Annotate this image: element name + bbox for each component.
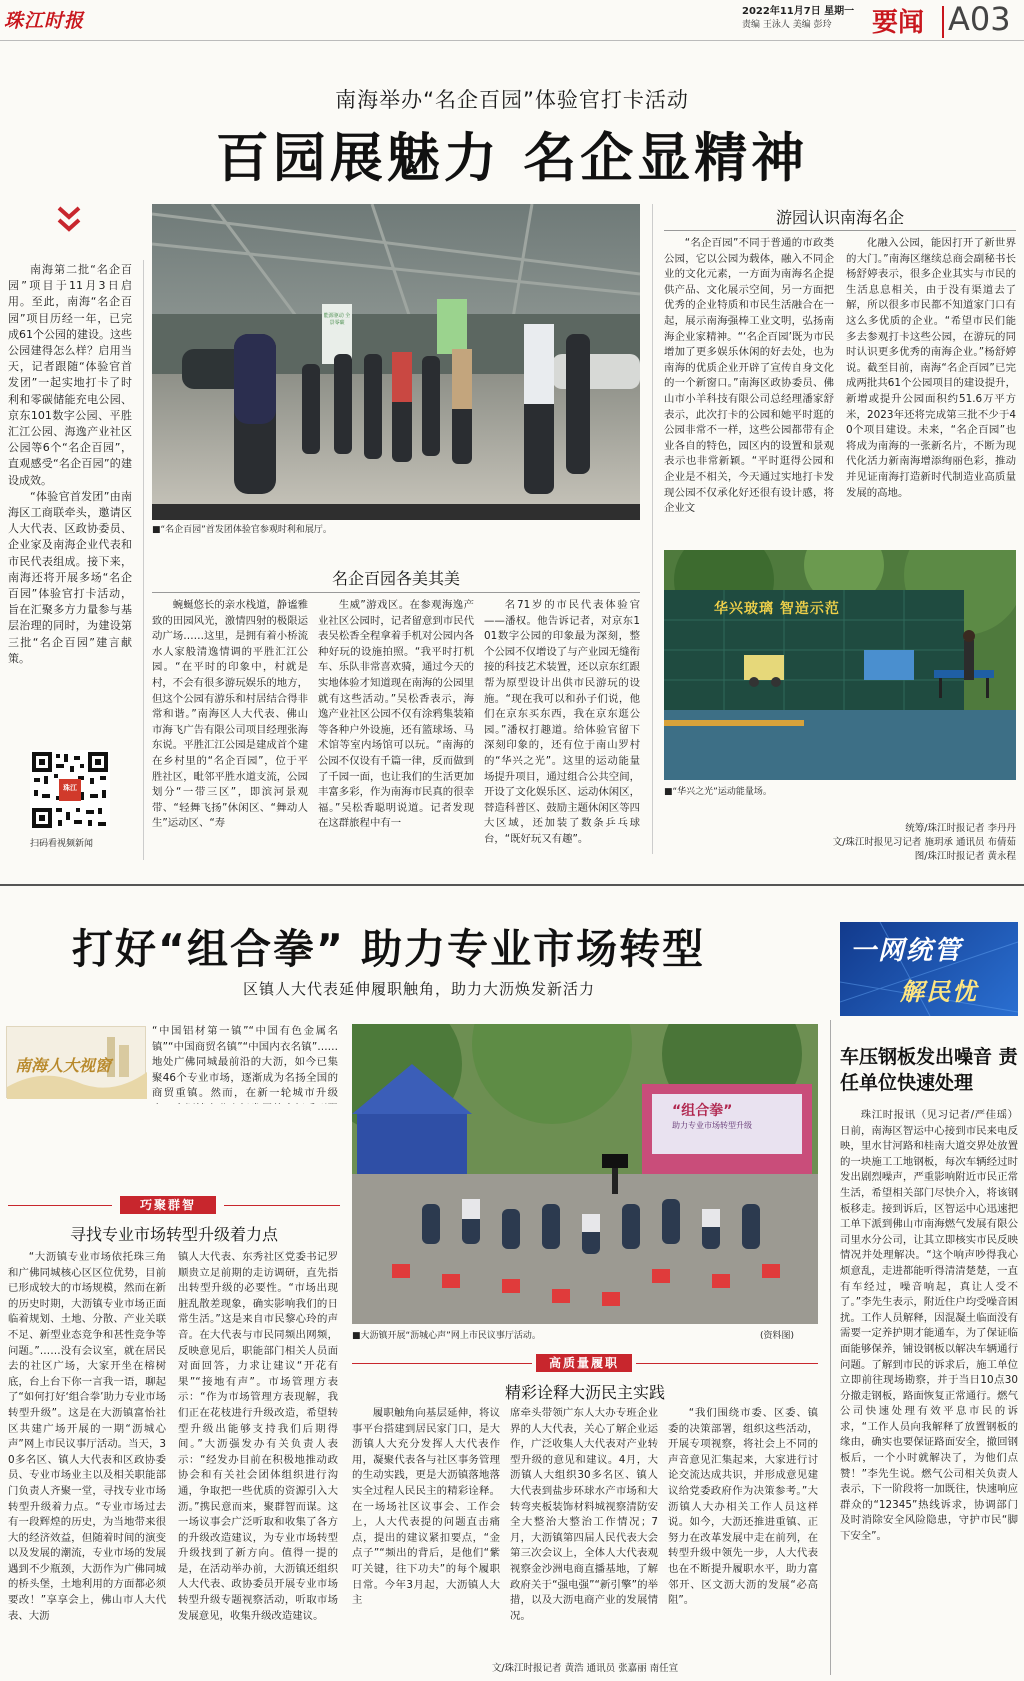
story2-col-b2 bbox=[510, 1406, 658, 1650]
story1-lead bbox=[8, 262, 132, 722]
tag-b: 高质量履职 bbox=[536, 1354, 632, 1372]
story2-col-a2-text: 镇人大代表、东秀社区党委书记罗顺贵立足前期的走访调研，直先指出转型升级的必要性。“市场出现脏乱散差现象，确实影响我们的日常生活。”这是来自市民黎心玲的声音。在大代表与市民同频出网频，反映意见后，职能部门相关人员面对面回答，力求让建议“开花有果”“接地有声”。市场管理方表示：“作为市场管理方表现解，我们正在花枝进行升级改造，希望转型升级出能够支持我们后期得间。”大沥强发办有关负责人表示：“经发办目前在积极地推动政协会和有关社会团体组织进行沟通，争取把一些优质的资源引入大沥。”携民意而来，聚群智而谋。这一场议事会广泛听取和收集了各方的升级改造建议，为专业市场转型升级找到了新方向。值得一提的是，在活动举办前，大沥镇还组织人大代表、政协委员开展专业市场转型升级专题视察活动，听取市场发展意见，收集升级改造建议。 bbox=[178, 1251, 338, 1622]
sports-field-photo-image bbox=[664, 550, 1016, 780]
sidebar-body-text: 珠江时报讯（见习记者/严佳瑶）日前，南海区智运中心接到市民来电反映，里水甘河路和桂南大道交界处放置的一块施工工地钢板，每次车辆经过时发出剧烈噪声，严重影响附近市民正常生活，希望相关部门尽快介入，将该钢板移走。接到诉后，区智运中心迅速把工单下派到佛山市南海燃气发展有限公司里水分公司，让其立即核实市民反映情况并处理解决。“这个响声吵得我心烦意乱，走进都能听得清清楚楚，一直有车经过，噪音响起，真让人受不了。”李先生表示，附近住户均受噪音困扰。工作人员解释，因混凝土临面没有需要一定养护期才能通车，为了保证临面能够保养，铺设钢板以解决车辆通行问题。了解到市民的诉求后，施工单位立即前往现场勘察，并于当日10点30分撤走钢板，路面恢复正常通行。燃气公司快速处理有效平息市民的诉求，“工作人员向我解释了放置钢板的缘由，确实也要保证路面安全，撤回钢板后，一个小时就解决了，为他们点赞！”李先生说。燃气公司相关负责人表示，下一阶段将一加既往，快速响应群众的“12345”热线诉求，协调部门及时消除安全风险隐患，守护市民“脚下安全”。 bbox=[840, 1109, 1018, 1543]
sidebar-divider bbox=[830, 1020, 831, 1675]
story1-col-a2-text: 生威”游戏区。在参观海逸产业社区公园时，记者留意到市民代表吴松香全程拿着手机对公园内各种好玩的设施拍照。“我平时打机车、乐队非常喜欢骑，通过今天的实地体验才知道现在南海的公园里就有这些活动。”吴松香表示，海逸产业社区公园不仅有涂鸦集装箱等各种户外设施，还有篮球场、马术馆等室内场馆可以玩。“南海的公园不仅设有千篇一律，反而做到了千园一面，也让我们的生活更加丰富多彩，作为南海市民真的很幸福。”吴松香聪明说道。记者发现在这群旅程中有一 bbox=[318, 599, 474, 830]
photo3-caption: ■大沥镇开展“沥城心声”网上市民议事厅活动。 bbox=[352, 1331, 541, 1341]
chevron-ornament-icon bbox=[56, 205, 82, 235]
photo3-credit: (资料图) bbox=[760, 1331, 795, 1341]
story2-headline: 打好“组合拳” 助力专业市场转型 bbox=[72, 925, 706, 973]
story1-col-b1-text: “名企百园”不同于普通的市政类公园，它以公园为载体，融入不同企业的文化元素，一方面为南海名企提供产品、文化展示空间，另一方面把优秀的企业特质和市民生活融合在一起，展示南海强棒工业文明，弘扬南海企业家精神。“‘名企百园’既为市民增加了更多娱乐休闲的好去处，也为南海的优质企业开辟了宣传自身文化的一个新窗口。”南海区政协委员、佛山市小羊科技有限公司总经理潘家舒表示，此次打卡的公园和她平时逛的公园非常不一样，这些公园都带有企业各自的特色，园区内的设置和景观表示也非常新颖。“平时逛得公园和企业是不相关，今天通过实地打卡发现公园不仅承化好还很有设计感，将企业文 bbox=[664, 237, 834, 515]
meeting-banner-sub: 助力专业市场转型升级 bbox=[672, 1121, 752, 1130]
story2-col-b3-text: “我们围绕市委、区委、镇委的决策部署，组织这些活动，开展专项视察，将社会上不同的声音意见汇集起来，大家进行讨论交流达成共识，并形成意见建议给党委政府作为决策参考。”大沥镇人大办相关工作人员这样说。如今，大沥还推进重镇、正努力在改革发展中走在前列，在转型升级中领先一步，人大代表也在不断提升履职水平，助力富邻开、区文沥大沥的发展“必高阻”。 bbox=[668, 1407, 818, 1607]
story2-col-a1 bbox=[8, 1250, 166, 1675]
credit-line: 统筹/珠江时报记者 李丹丹 bbox=[905, 823, 1016, 834]
lead-divider bbox=[143, 260, 144, 860]
tag-b-rule-left bbox=[352, 1363, 532, 1364]
sidebar-headline: 车压钢板发出噪音 责任单位快速处理 bbox=[840, 1046, 1018, 1094]
story1-lead-para2: “体验官首发团”由南海区工商联牵头，邀请区人大代表、区政协委员、企业家及南海企业代表和市民代表组成。接下来，南海还将开展多场“名企百园”体验官打卡活动，旨在汇聚多方力量参与基层治理的同时，为建设第三批“名企百园”建言献策。 bbox=[8, 489, 132, 665]
editors-line: 责编 王泳人 美编 彭玲 bbox=[742, 20, 832, 30]
masthead-rule bbox=[0, 40, 1024, 41]
subhead-a-rule bbox=[152, 592, 640, 593]
qr-center-badge: 珠江 bbox=[63, 784, 77, 792]
masthead-divider bbox=[942, 6, 944, 38]
tag-a: 巧聚群智 bbox=[120, 1196, 216, 1214]
story1-lead-para: 南海第二批“名企百园”项目于11月3日启用。至此，南海“名企百园”项目历经一年，已完成61个公园的建设。这些公园建得怎么样？启用当天，记者跟随“体验官首发团”一起实地打卡了时利和零碳储能充电公园、京东101数字公园、平胜汇江公园、海逸产业社区公园等6个“名企百园”，直观感受“名企百园”的建设成效。 bbox=[8, 263, 132, 487]
story1-subhead-b: 游园认识南海名企 bbox=[775, 208, 904, 227]
story1-col-a3-text: 名71岁的市民代表体验官——潘权。他告诉记者，对京东101数字公园的印象最为深刻，整个公园不仅增设了与产业园无缝衔接的科技艺术装置，还以京东红跟帮为原型设计出供市民游玩的设施。“现在我可以和孙子们说，他们在京东买东西，我在京东逛公园。”潘权打趣道。给体验官留下深刻印象的，还有位于南山罗村的“华兴之光”。这里的运动能量场提升项目，通过组合公共空间，开设了文化娱乐区、运动休闲区，替造科普区、鼓励主题休闲区等四大区域，还加装了数条乒乓球台，“既好玩又有趣”。 bbox=[484, 599, 640, 845]
story2-col-b1-text: 履职触角向基层延伸，将议事平台搭建到居民家门口，是大沥镇人大充分发挥人大代表作用，凝聚代表各与社区事务管理的生动实践，更是大沥镇落地落实全过程人民民主的精彩诠释。在一场场社区议事会、工作会上，人大代表提的问题直击痛点，提出的建议紧扣要点，“金点子”“频出的背后，是他们“紫叮关键，往下功夫”的每个履职日常。今年3月起，大沥镇人大主 bbox=[352, 1407, 500, 1607]
story1-col-a1-text: 蜿蜒悠长的亲水栈道，静谧雅致的田园风光，激情四射的极限运动广场……这里，是拥有着小桥流水人家般清逸情调的平胜汇江公园。“在平时的印象中，村就是村，不会有很多游玩娱乐的地方，但这个公园有游乐和村居结合得非常和谐。”南海区人大代表、佛山市海飞广告有限公司项目经理张海东说。平胜汇江公园是建成首个建在乡村里的“名企百园”，位于平胜社区，毗邻平胜水道支流，公园划分“一带三区”，即滨河景观带、“轻舞飞扬”休闲区、“舞动人生”运动区、“寿 bbox=[152, 599, 308, 830]
tag-a-rule-right bbox=[224, 1205, 340, 1206]
story2-subhead-b: 精彩诠释大沥民主实践 bbox=[504, 1383, 665, 1402]
story2-col-a2 bbox=[178, 1250, 338, 1675]
story1-headline: 百园展魅力 名企显精神 bbox=[215, 128, 809, 189]
showroom-sign: 能源驱动 全景零碳 bbox=[323, 313, 351, 326]
photo2-caption: ■“华兴之光”运动能量场。 bbox=[664, 787, 772, 797]
section-name: 要闻 bbox=[872, 8, 925, 38]
story2-col-b2-text: 席牵头带领广东人大办专班企业界的人大代表，关心了解企业运作，广泛收集人大代表对产业转型升级的意见和建议。4月，大沥镇人大组织30多名区、镇人大代表到盐步环球水产市场和大转弯夹板装饰材料城视察清防安全大整治大整治工作情况；7月，大沥镇第四届人民代表大会第三次会议上，全体人大代表观视察金沙洲电商直播基地，了解政府关于“强电强”“新引擎”的举措，以及大沥电商产业的发展情况。 bbox=[510, 1407, 658, 1622]
story1-col-a1 bbox=[152, 598, 308, 854]
photo1-caption: ■“名企百园”首发团体验官参观时利和展厅。 bbox=[152, 525, 332, 535]
tag-a-rule-left bbox=[8, 1205, 112, 1206]
subhead-b-rule bbox=[664, 230, 1016, 231]
story2-lead-top bbox=[152, 1024, 338, 1104]
story2-lead-text: “中国铝材第一镇”“中国有色金属名镇”“中国商贸名镇”“中国内衣名镇”……地处广佛同城最前沿的大沥，如今已集聚46个专业市场，逐渐成为名扬全国的商贸重镇。然而，在新一轮城市升级 bbox=[152, 1025, 338, 1100]
column-divider bbox=[652, 204, 653, 854]
story1-subhead-a: 名企百园各美其美 bbox=[331, 569, 460, 588]
story2-col-a1-text: “大沥镇专业市场依托珠三角和广佛同城核心区区位优势，目前已形成较大的市场规模，然而在新的历史时期，大沥镇专业市场正面临着规划、土地、分散、产业关联不足、新型业态竞争和甚性竞争等问题。”……没有会议室，就在居民去的社区广场，大家开坐在榕树底，台上台下你一言我一语，聊起了“如何打好‘组合拳’助力专业市场转型升级”。这是在大沥镇富怡社区共建广场开展的一期“沥城心声”网上市民议事厅活动。当天，30多名区、镇人大代表和区政协委员、专业市场业主以及相关职能部门负责人齐聚一堂，寻找专业市场转型升级着力点。“专业市场过去有一段辉煌的历史，为当地带来很大的经济效益，但随着时间的演变以及发展的潮流，专业市场的发展遇到不少瓶颈，大沥作为广佛同城的桥头堡，土地利用的方面都必须要改！”享享会上，佛山市人大代表、大沥 bbox=[8, 1251, 166, 1622]
meeting-banner-title: “组合拳” bbox=[672, 1103, 733, 1119]
sidebar-logo bbox=[840, 922, 1018, 1016]
sidebar-body bbox=[840, 1108, 1018, 1680]
story1-credits bbox=[664, 822, 1016, 864]
story2-col-b1 bbox=[352, 1406, 500, 1650]
story1-col-b1 bbox=[664, 236, 834, 536]
credit-line: 图/珠江时报记者 黄永程 bbox=[914, 851, 1016, 862]
page-number: A03 bbox=[948, 0, 1011, 38]
story1-col-a3 bbox=[484, 598, 640, 854]
meeting-photo-image bbox=[352, 1024, 818, 1324]
newspaper-logo: 珠江时报 bbox=[4, 10, 85, 32]
story2-subheadline: 区镇人大代表延伸履职触角，助力大沥焕发新活力 bbox=[242, 980, 595, 998]
story1-col-b2-text: 化融入公园，能因打开了新世界的大门。”南海区继续总商会副秘书长杨舒婷表示，很多企业其实与市民的生活息息相关，由于没有渠道去了解，所以很多市民都不知道家门口有这么多优质的企业。“希望市民们能多去参观打卡这些公园，在游玩的同时认识更多优秀的南海企业。”杨舒婷说。截至目前，南海“名企百园”已完成两批共61个公园项目的建设提升，新增或提升公园面积约51.6万平方米，2023年还将完成第三批不少于40个项目建设。未来，“名企百园”也将成为南海的一张新名片，不断为现代化活力新南海增添绚丽色彩，推动并见证南海打造新时代制造业高质量发展的高地。 bbox=[846, 237, 1016, 499]
column-logo bbox=[6, 1026, 146, 1098]
showroom-photo bbox=[152, 204, 640, 520]
story2-col-b3 bbox=[668, 1406, 818, 1650]
showroom-photo-image bbox=[152, 204, 640, 520]
qr-caption: 扫码看视频新闻 bbox=[30, 839, 94, 849]
sports-field-photo bbox=[664, 550, 1016, 780]
story1-col-a2 bbox=[318, 598, 474, 854]
credit-line: 文/珠江时报见习记者 施玥承 通讯员 布倩茹 bbox=[832, 837, 1016, 848]
field-sign: 华兴玻璃 智造示范 bbox=[714, 601, 840, 617]
qr-code[interactable] bbox=[30, 750, 110, 830]
sidebar-logo-line1: 一网统管 bbox=[850, 936, 963, 966]
column-logo-text: 南海人大视窗 bbox=[15, 1056, 112, 1075]
issue-date: 2022年11月7日 星期一 bbox=[742, 6, 855, 17]
story2-credit: 文/珠江时报记者 黄浩 通讯员 张嘉丽 南任宣 bbox=[491, 1663, 679, 1674]
tag-b-rule-right bbox=[636, 1363, 818, 1364]
story-divider bbox=[0, 884, 1024, 886]
story1-kicker: 南海举办“名企百园”体验官打卡活动 bbox=[335, 88, 689, 112]
story1-col-b2 bbox=[846, 236, 1016, 536]
meeting-photo bbox=[352, 1024, 818, 1324]
sidebar-logo-line2: 解民忧 bbox=[900, 978, 978, 1006]
story2-subhead-a: 寻找专业市场转型升级着力点 bbox=[69, 1225, 278, 1244]
